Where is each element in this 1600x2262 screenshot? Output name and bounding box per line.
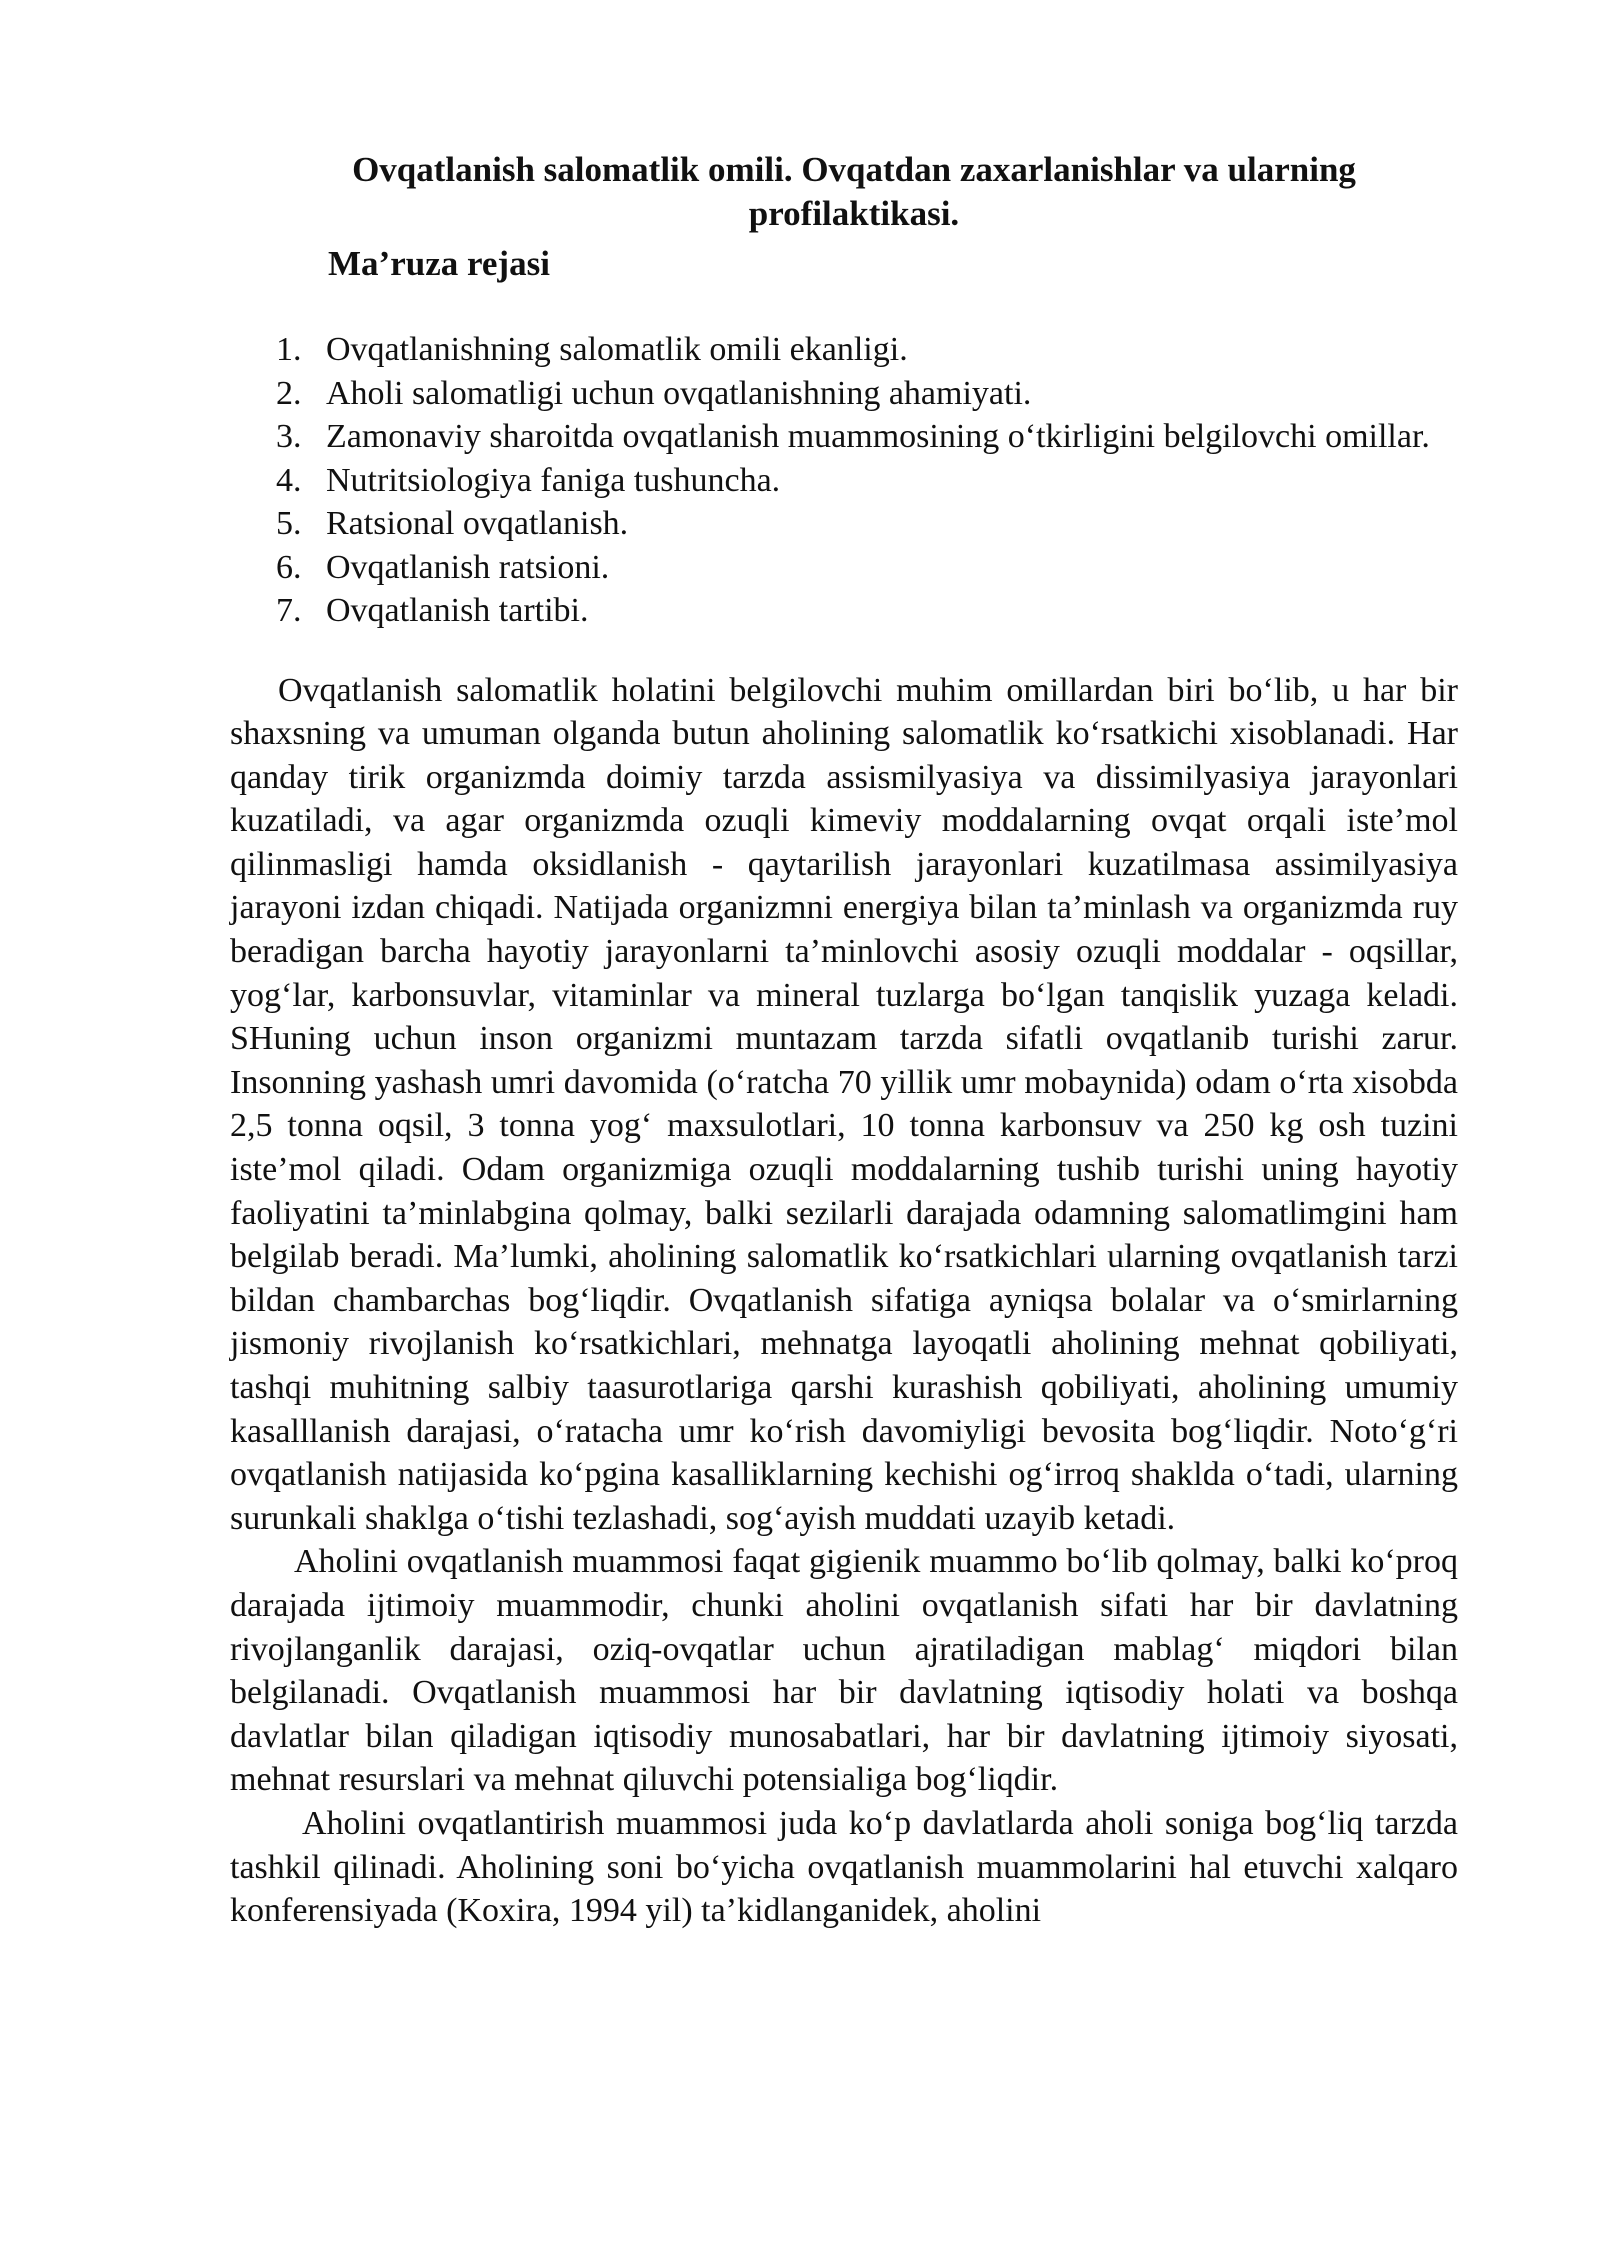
plan-item-text: Nutritsiologiya faniga tushuncha.	[326, 461, 781, 499]
plan-item	[230, 502, 1458, 546]
plan-heading: Ma’ruza rejasi	[328, 244, 550, 283]
plan-item	[230, 415, 1458, 459]
plan-item	[230, 459, 1458, 503]
document-page	[230, 148, 1458, 1933]
plan-item	[230, 372, 1458, 416]
plan-item-number: 6.	[276, 548, 302, 586]
plan-item-number: 4.	[276, 461, 302, 499]
plan-item-text: Ovqatlanish ratsioni.	[326, 548, 610, 586]
plan-item-number: 2.	[276, 374, 302, 412]
body-paragraph: Ovqatlanish salomatlik holatini belgilovchi muhim omillardan biri bo‘lib, u har bir shaxsning va umuman olganda butun aholining salomatlik ko‘rsatkichi xisoblanadi. Har qanday tirik organizmda doimiy tarzda assismilyasiya va dissimilyasiya jarayonlari kuzatiladi, va agar organizmda ozuqli kimeviy moddalarning ovqat orqali iste’mol qilinmasligi hamda oksidlanish - qaytarilish jarayonlari kuzatilmasa assimilyasiya jarayoni izdan chiqadi. Natijada organizmni energiya bilan ta’minlash va organizmda ruy beradigan barcha hayotiy jarayonlarni ta’minlovchi asosiy ozuqli moddalar - oqsillar, yog‘lar, karbonsuvlar, vitaminlar va mineral tuzlarga bo‘lgan tanqislik yuzaga keladi. SHuning uchun inson organizmi muntazam tarzda sifatli ovqatlanib turishi zarur. Insonning yashash umri davomida (o‘ratcha 70 yillik umr mobaynida) odam o‘rta xisobda 2,5 tonna oqsil, 3 tonna yog‘ maxsulotlari, 10 tonna karbonsuv va 250 kg osh tuzini iste’mol qiladi. Odam organizmiga ozuqli moddalarning tushib turishi uning hayotiy faoliyatini ta’minlabgina qolmay, balki sezilarli darajada odamning salomatlimgini ham belgilab beradi. Ma’lumki, aholining salomatlik ko‘rsatkichlari ularning ovqatlanish tarzi bildan chambarchas bog‘liqdir. Ovqatlanish sifatiga ayniqsa bolalar va o‘smirlarning jismoniy rivojlanish ko‘rsatkichlari, mehnatga layoqatli aholining mehnat qobiliyati, tashqi muhitning salbiy taasurotlariga qarshi kurashish qobiliyati, aholining umumiy kasalllanish darajasi, o‘ratacha umr ko‘rish davomiyligi bevosita bog‘liqdir. Noto‘g‘ri ovqatlanish natijasida ko‘pgina kasalliklarning kechishi og‘irroq shakldа o‘tadi, ularning surunkali shaklga o‘tishi tezlashadi, sog‘ayish muddati uzayib ketadi.	[230, 671, 1458, 1537]
plan-item-number: 1.	[276, 331, 302, 368]
plan-item-text: Ratsional ovqatlanish.	[326, 505, 629, 542]
plan-item	[230, 546, 1458, 590]
plan-list	[230, 328, 1458, 633]
plan-item	[230, 589, 1458, 633]
body-paragraph: Aholini ovqatlanish muammosi faqat gigienik muammo bo‘lib qolmay, balki ko‘proq darajada ijtimoiy muammodir, chunki aholini ovqatlanish sifati har bir davlatning rivojlanganlik darajasi, oziq-ovqatlar uchun ajratiladigan mablag‘ miqdori bilan belgilanadi. Ovqatlanish muammosi har bir davlatning iqtisodiy holati va boshqa davlatlar bilan qiladigan iqtisodiy munosabatlari, har bir davlatning ijtimoiy siyosati, mehnat resurslari va mehnat qiluvchi potensialiga bog‘liqdir.	[230, 1543, 1458, 1799]
plan-item-number: 5.	[276, 505, 302, 542]
plan-item-text: Aholi salomatligi uchun ovqatlanishning ahamiyati.	[326, 374, 1032, 412]
document-title: Ovqatlanish salomatlik omili. Ovqatdan zaxarlanishlar va ularning profilaktikasi.	[352, 150, 1356, 233]
plan-item-text: Zamonaviy sharoitda ovqatlanish muammosining o‘tkirligini belgilovchi omillar.	[326, 418, 1430, 455]
plan-item-number: 7.	[276, 592, 302, 629]
body-paragraph: Aholini ovqatlantirish muammosi juda ko‘p davlatlarda aholi soniga bog‘liq tarzda tashkil qilinadi. Aholining soni bo‘yicha ovqatlanish muammolarini hal etuvchi xalqaro konferensiyada (Koxira, 1994 yil) ta’kidlanganidek, aholini	[230, 1804, 1458, 1930]
plan-item-text: Ovqatlanishning salomatlik omili ekanligi.	[326, 331, 908, 368]
plan-item-text: Ovqatlanish tartibi.	[326, 592, 589, 629]
plan-item-number: 3.	[276, 418, 302, 455]
plan-item	[230, 328, 1458, 372]
